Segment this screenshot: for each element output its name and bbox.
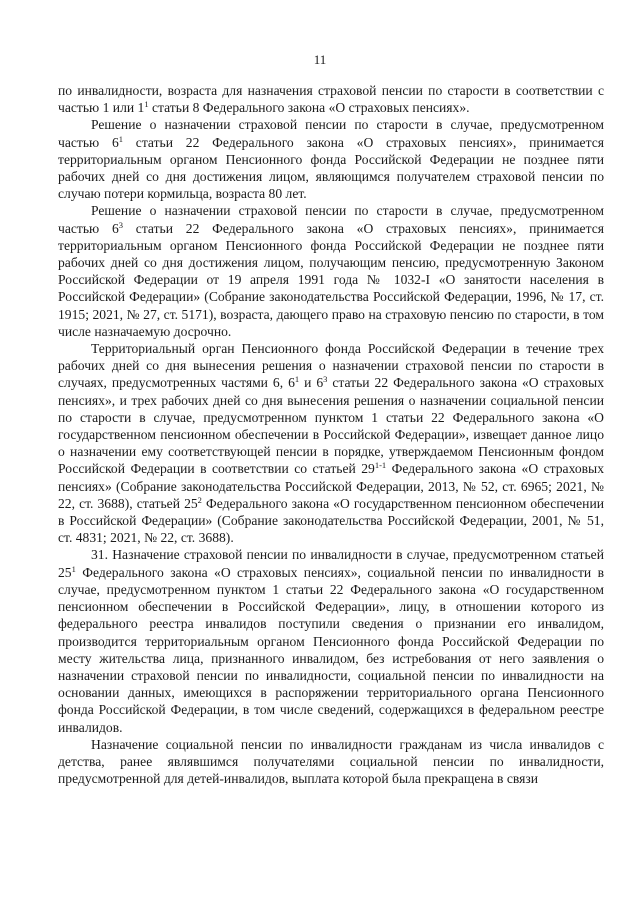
text-segment: по инвалидности, возраста для назначения страховой пенсии по старости в соответствии с частью 1 или 1 <box>58 83 604 116</box>
superscript: 1 <box>144 99 149 110</box>
text-segment: Федерального закона «О государственном пенсионном обеспечении в Российской Федерации» (Собрание законодательства Российской Федерации, 2001, № 51, ст. 4831; 2021, № 22, ст. 3688). <box>58 495 604 546</box>
superscript: 1 <box>71 563 76 574</box>
superscript: 2 <box>197 494 202 505</box>
text-segment: Решение о назначении страховой пенсии по старости в случае, предусмотренном частью 6 <box>58 117 604 150</box>
text-segment: статьи 8 Федерального закона «О страховых пенсиях». <box>148 100 470 116</box>
paragraph <box>58 82 604 116</box>
paragraph <box>58 546 604 735</box>
superscript: 3 <box>118 219 124 230</box>
text-segment: Решение о назначении страховой пенсии по старости в случае, предусмотренном частью 6 <box>58 203 604 236</box>
text-segment: Федерального закона «О страховых пенсиях», социальной пенсии по инвалидности в случае, предусмотренном пунктом 1 статьи 22 Федерального закона «О государственном пенсионном обеспечении в Российской Федерации», лицу, в отношении которого из федерального реестра инвалидов поступили сведения о признании его инвалидом, производится территориальным органом Пенсионного фонда Российской Федерации по месту жительства лица, признанного инвалидом, без истребования от него заявления о назначении страховой пенсии по инвалидности, социальной пенсии по инвалидности на основании данных, имеющихся в распоряжении территориального органа Пенсионного фонда Российской Федерации, в том числе сведений, содержащихся в федеральном реестре инвалидов. <box>58 564 604 735</box>
paragraph <box>58 736 604 788</box>
text-segment: 31. Назначение страховой пенсии по инвалидности в случае, предусмотренном статьей 25 <box>58 547 604 580</box>
superscript: 1 <box>118 133 124 144</box>
paragraph <box>58 202 604 340</box>
text-segment: статьи 22 Федерального закона «О страховых пенсиях», и трех рабочих дней со дня вынесения решения о назначении социальной пенсии по старости в случае, предусмотренном пунктом 1 статьи 22 Федерального закона «О государственном пенсионном обеспечении в Российской Федерации», извещает данное лицо о назначении ему соответствующей пенсии в порядке, утверждаемом Пенсионным фондом Российской Федерации в соответствии со статьей 29 <box>58 375 604 477</box>
superscript: 1-1 <box>374 460 387 471</box>
text-segment: статьи 22 Федерального закона «О страховых пенсиях», принимается территориальным органом Пенсионного фонда Российской Федерации не позднее пяти рабочих дней со дня достижения лицом, являющимся получателем страховой пенсии по случаю потери кормильца, возраста 80 лет. <box>58 134 604 202</box>
text-segment: Федерального закона «О страховых пенсиях» (Собрание законодательства Российской Федерации, 2013, № 52, ст. 6965; 2021, № 22, ст. 3688), статьей 25 <box>58 461 604 511</box>
page-number: 11 <box>313 52 327 67</box>
document-body <box>58 82 604 787</box>
superscript: 1 <box>294 374 300 385</box>
paragraph <box>58 340 604 546</box>
paragraph <box>58 116 604 202</box>
text-segment: Назначение социальной пенсии по инвалидности гражданам из числа инвалидов с детства, ранее являвшимся получателями социальной пенсии по инвалидности, предусмотренной для детей-инвалидов, выплата которой была прекращена в связи <box>58 736 604 787</box>
text-segment: Территориальный орган Пенсионного фонда Российской Федерации в течение трех рабочих дней со дня вынесения решения о назначении страховой пенсии по старости в случаях, предусмотренных частями 6, 6 <box>58 341 604 391</box>
text-segment: и 6 <box>299 375 324 391</box>
superscript: 3 <box>323 374 328 385</box>
text-segment: статьи 22 Федерального закона «О страховых пенсиях», принимается территориальным органом Пенсионного фонда Российской Федерации не позднее пяти рабочих дней со дня достижения лицом, получающим пенсию, предусмотренную Законом Российской Федерации от 19 апреля 1991 года № 1032-I «О занятости населения в Российской Федерации» (Собрание законодательства Российской Федерации, 1996, № 17, ст. 1915; 2021, № 27, ст. 5171), возраста, дающего право на страховую пенсию по старости, в том числе назначаемую досрочно. <box>58 220 604 339</box>
